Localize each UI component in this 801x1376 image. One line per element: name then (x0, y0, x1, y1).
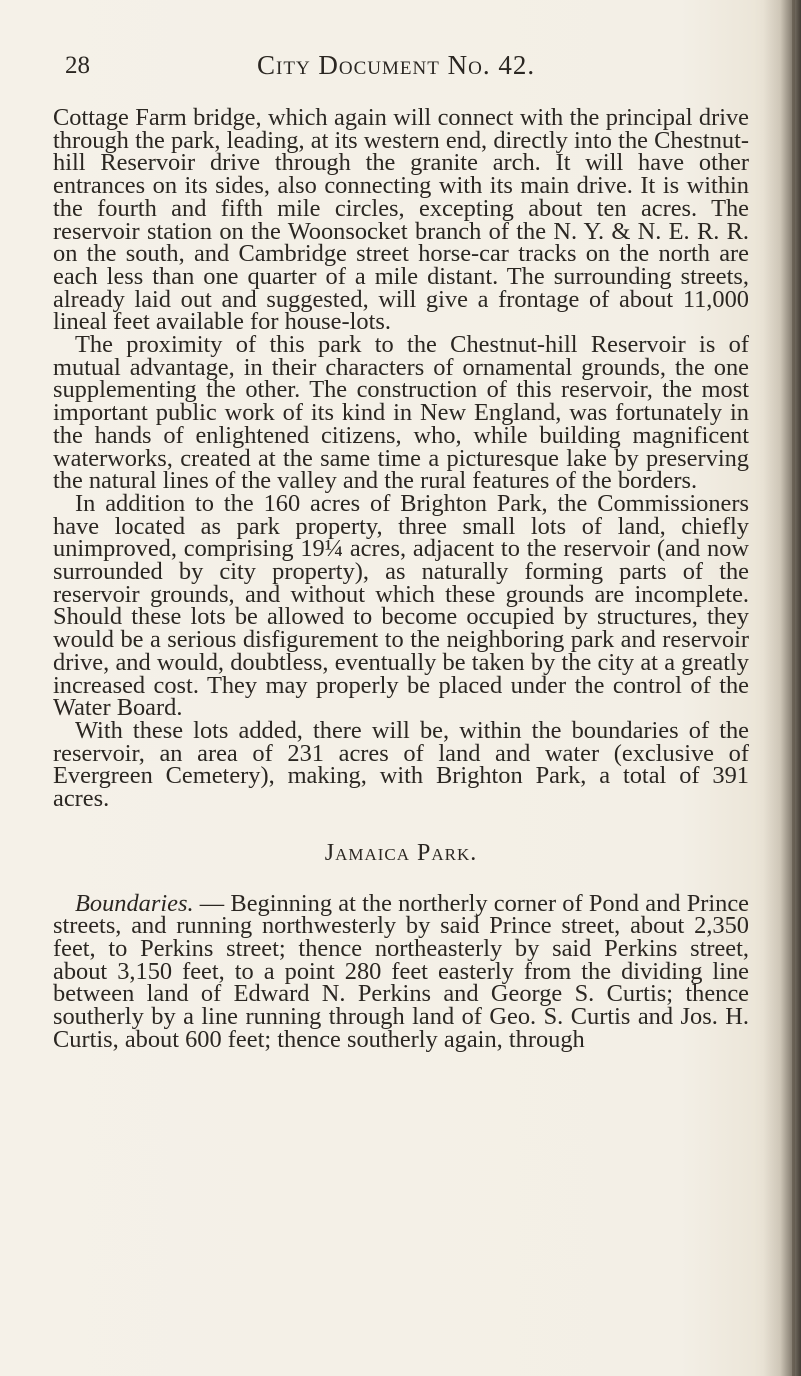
page-binding-shadow (763, 0, 801, 1376)
page-number: 28 (65, 52, 90, 79)
body-text (53, 104, 749, 1053)
section-lead: Boundaries. (75, 889, 194, 917)
paragraph-4: With these lots added, there will be, within the boundaries of the reservoir, an area of 231 acres of land and water (exclusive of Evergreen Cemetery), making, with Brighton Park, a total of 391 acres. (53, 716, 749, 813)
running-head (65, 46, 685, 86)
paragraph-3: In addition to the 160 acres of Brighton Park, the Commissioners have located as park property, three small lots of land, chiefly unimproved, comprising 19¼ acres, adjacent to the reservoir (and now surrounded by city property), as naturally forming parts of the reservoir grounds, and without which these grounds are incomplete. Should these lots be allowed to become occupied by structures, they would be a serious disfigurement to the neighboring park and reservoir drive, and would, doubtless, eventually be taken by the city at a greatly increased cost. They may properly be placed under the control of the Water Board. (53, 489, 749, 722)
section-heading: Jamaica Park. (324, 839, 478, 866)
page-edge-strip (792, 0, 795, 1376)
paragraph-2: The proximity of this park to the Chestnut-hill Reservoir is of mutual advantage, in their characters of ornamental grounds, the one supplementing the other. The construction of this reservoir, the most important public work of its kind in New England, was fortunately in the hands of enlightened citizens, who, while building magnificent waterworks, created at the same time a picturesque lake by preserving the natural lines of the valley and the rural features of the borders. (53, 331, 749, 495)
section-text: — Beginning at the northerly corner of Pond and Prince streets, and running northwesterly by said Prince street, about 2,350 feet, to Perkins street; thence northeasterly by said Perkins street, about 3,150 feet, to a point 280 feet easterly from the dividing line between land of Edward N. Perkins and George S. Curtis; thence southerly by a line running through land of Geo. S. Curtis and Jos. H. Curtis, about 600 feet; thence southerly again, through (53, 889, 749, 1053)
section-paragraph (53, 889, 749, 1053)
paragraph-1: Cottage Farm bridge, which again will connect with the principal drive through the park, leading, at its western end, directly into the Chestnut-hill Reservoir drive through the granite arch. It will have other entrances on its sides, also connecting with its main drive. It is within the fourth and fifth mile circles, excepting about ten acres. The reservoir station on the Woonsocket branch of the N. Y. & N. E. R. R. on the south, and Cambridge street horse-car tracks on the north are each less than one quarter of a mile distant. The surrounding streets, already laid out and suggested, will give a frontage of about 11,000 lineal feet available for house-lots. (53, 104, 749, 336)
running-title: City Document No. 42. (257, 50, 536, 80)
